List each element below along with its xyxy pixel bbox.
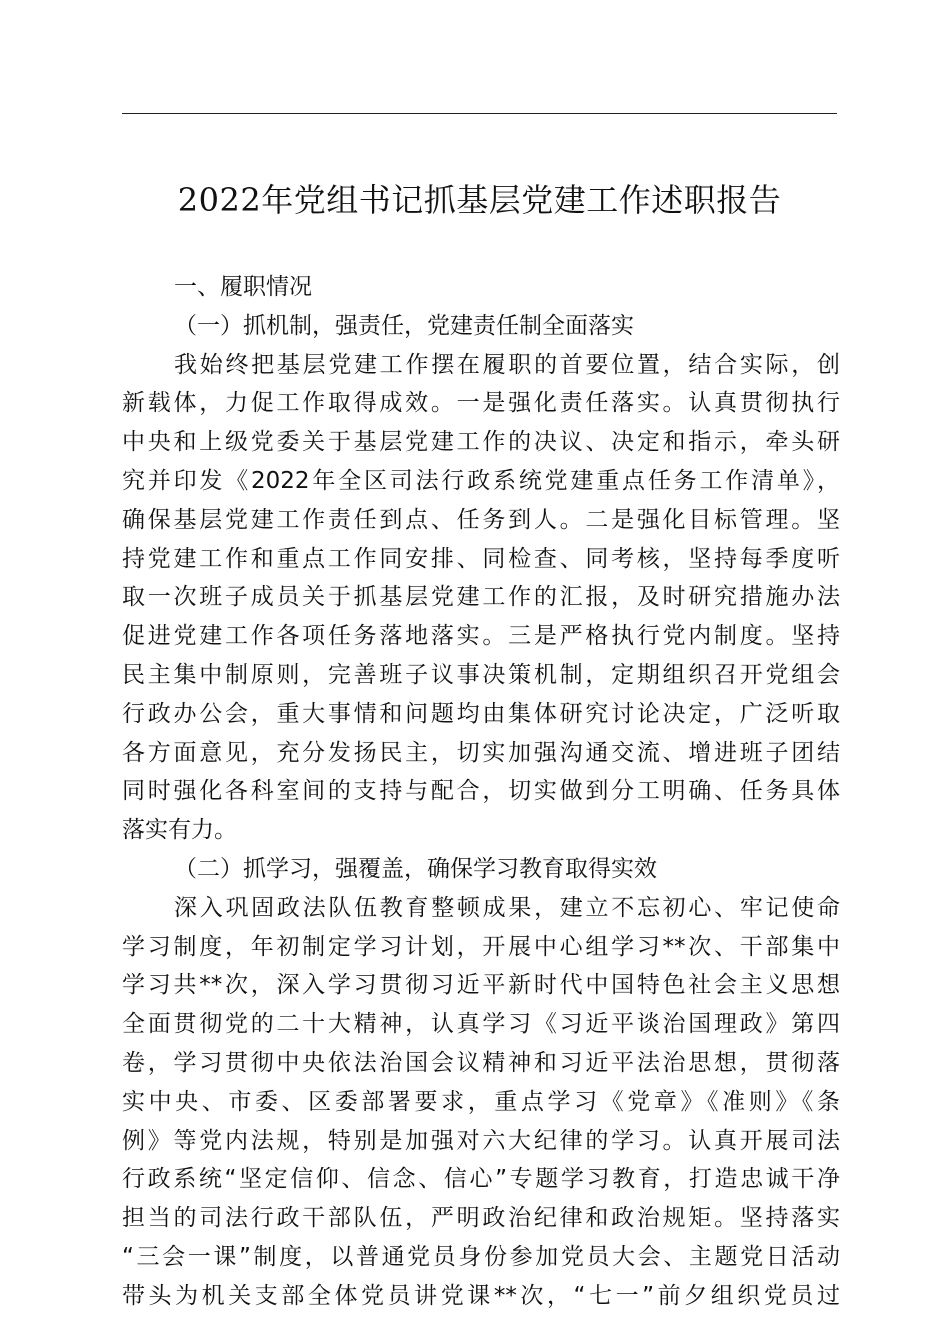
text-line: 全面贯彻党的二十大精神，认真学习《习近平谈治国理政》第四 <box>122 1011 840 1038</box>
text-line: 实中央、市委、区委部署要求，重点学习《党章》《准则》《条 <box>122 1088 840 1115</box>
text-line: 确保基层党建工作责任到点、任务到人。二是强化目标管理。坚 <box>122 506 840 533</box>
text-line: （二）抓学习，强覆盖，确保学习教育取得实效 <box>174 855 657 882</box>
document-title: 2022年党组书记抓基层党建工作述职报告 <box>177 181 782 219</box>
text-line: 各方面意见，充分发扬民主，切实加强沟通交流、增进班子团结 <box>122 739 840 766</box>
text-line: 学习制度，年初制定学习计划，开展中心组学习**次、干部集中 <box>122 933 840 960</box>
text-line: 同时强化各科室间的支持与配合，切实做到分工明确、任务具体 <box>122 778 840 805</box>
text-line: 促进党建工作各项任务落地落实。三是严格执行党内制度。坚持 <box>122 623 840 650</box>
text-line: 例》等党内法规，特别是加强对六大纪律的学习。认真开展司法 <box>122 1127 840 1154</box>
text-line: 落实有力。 <box>122 817 237 844</box>
text-line: 究并印发《2022年全区司法行政系统党建重点任务工作清单》， <box>122 467 840 494</box>
text-line: 带头为机关支部全体党员讲党课**次，“七一”前夕组织党员过 <box>122 1282 840 1309</box>
text-line: 深入巩固政法队伍教育整顿成果，建立不忘初心、牢记使命 <box>174 894 840 921</box>
text-line: 卷，学习贯彻中央依法治国会议精神和习近平法治思想，贯彻落 <box>122 1049 840 1076</box>
text-line: 学习共**次，深入学习贯彻习近平新时代中国特色社会主义思想 <box>122 972 840 999</box>
document-body <box>122 268 840 1316</box>
text-line: “三会一课”制度，以普通党员身份参加党员大会、主题党日活动 <box>122 1243 840 1270</box>
text-line: 持党建工作和重点工作同安排、同检查、同考核，坚持每季度听 <box>122 545 840 572</box>
text-line: 新载体，力促工作取得成效。一是强化责任落实。认真贯彻执行 <box>122 390 840 417</box>
text-line: 担当的司法行政干部队伍，严明政治纪律和政治规矩。坚持落实 <box>122 1205 840 1232</box>
text-line: 行政办公会，重大事情和问题均由集体研究讨论决定，广泛听取 <box>122 700 840 727</box>
text-line: 民主集中制原则，完善班子议事决策机制，定期组织召开党组会 <box>122 661 840 688</box>
text-line: 我始终把基层党建工作摆在履职的首要位置，结合实际，创 <box>174 351 840 378</box>
text-line: （一）抓机制，强责任，党建责任制全面落实 <box>174 312 634 339</box>
text-line: 中央和上级党委关于基层党建工作的决议、决定和指示，牵头研 <box>122 429 840 456</box>
text-line: 行政系统“坚定信仰、信念、信心”专题学习教育，打造忠诚干净 <box>122 1166 840 1193</box>
text-line: 一、履职情况 <box>174 274 312 300</box>
header-rule <box>122 113 837 114</box>
text-line: 取一次班子成员关于抓基层党建工作的汇报，及时研究措施办法 <box>122 584 840 611</box>
